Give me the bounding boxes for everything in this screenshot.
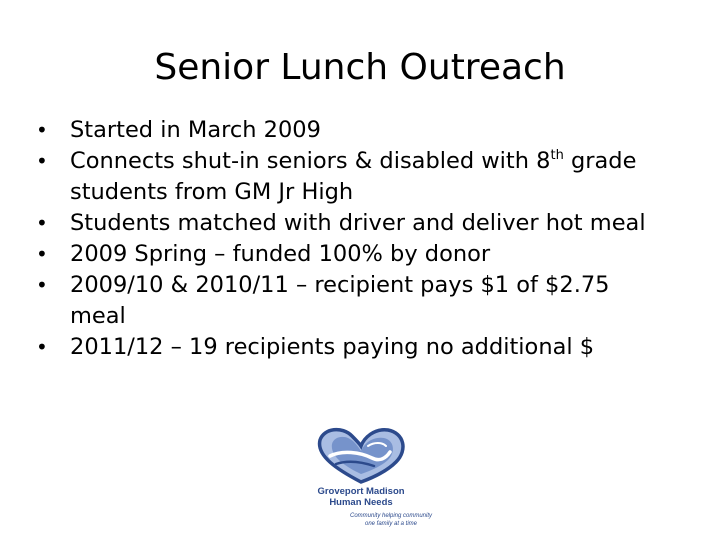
bullet-dot-icon: •: [36, 242, 48, 266]
heart-with-hands-icon: [320, 430, 403, 482]
bullet-text: 2009/10 & 2010/11 – recipient pays $1 of $2.75 meal: [70, 272, 610, 329]
slide-title: Senior Lunch Outreach: [154, 47, 566, 88]
logo-org-name-line2: Human Needs: [329, 497, 393, 508]
bullet-list: [36, 115, 696, 363]
bullet-item: [36, 239, 696, 270]
logo-graphic: [286, 426, 436, 530]
bullet-item: [36, 208, 696, 239]
bullet-dot-icon: •: [36, 335, 48, 359]
logo-tagline-line1: Community helping community: [349, 513, 433, 519]
bullet-dot-icon: •: [36, 118, 48, 142]
bullet-dot-icon: •: [36, 273, 48, 297]
bullet-dot-icon: •: [36, 211, 48, 235]
logo-tagline-line2: one family at a time: [364, 521, 418, 527]
logo-org-name-line1: Groveport Madison: [317, 486, 405, 497]
bullet-item: [36, 270, 696, 332]
bullet-text: 2009 Spring – funded 100% by donor: [70, 241, 491, 267]
bullet-text: Students matched with driver and deliver hot meal: [70, 210, 646, 236]
bullet-text: 2011/12 – 19 recipients paying no additional $: [70, 334, 595, 360]
bullet-dot-icon: •: [36, 149, 48, 173]
bullet-text: Connects shut-in seniors & disabled with 8th grade students from GM Jr High: [70, 148, 637, 205]
ordinal-superscript: th: [550, 148, 564, 163]
organization-logo: [286, 426, 436, 530]
bullet-item: [36, 146, 696, 208]
bullet-item: [36, 332, 696, 363]
bullet-text: Started in March 2009: [70, 117, 321, 143]
bullet-item: [36, 115, 696, 146]
